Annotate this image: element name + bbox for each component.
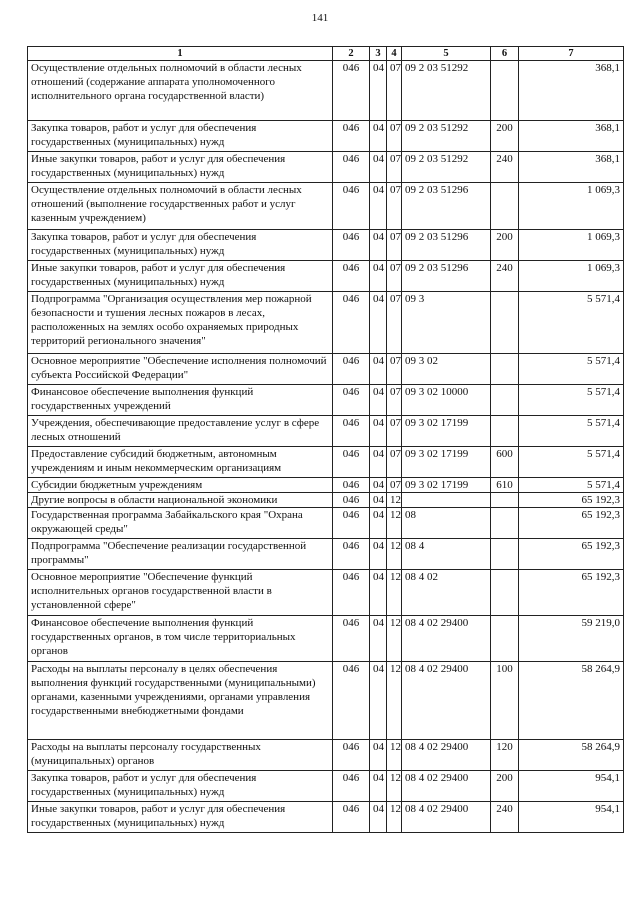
row-section: 04 xyxy=(370,740,387,771)
row-subsection: 07 xyxy=(387,230,402,261)
table-row xyxy=(28,354,624,385)
row-section: 04 xyxy=(370,771,387,802)
table-row xyxy=(28,802,624,833)
row-target-code: 08 4 02 29400 xyxy=(402,802,491,833)
row-section: 04 xyxy=(370,493,387,508)
row-amount: 1 069,3 xyxy=(519,261,624,292)
row-subsection: 07 xyxy=(387,183,402,230)
row-subsection: 07 xyxy=(387,261,402,292)
row-subsection: 07 xyxy=(387,61,402,121)
row-target-code: 08 4 02 29400 xyxy=(402,662,491,740)
table-row xyxy=(28,539,624,570)
row-expense-type: 240 xyxy=(491,802,519,833)
row-name: Расходы на выплаты персоналу в целях обеспечения выполнения функций государственными (муниципальными) органами, казенными учреждениями, органами управления государственными внебюджетными фондами xyxy=(28,662,333,740)
row-amount: 368,1 xyxy=(519,121,624,152)
row-subsection: 12 xyxy=(387,616,402,662)
page-number: 141 xyxy=(311,12,329,24)
row-amount: 58 264,9 xyxy=(519,740,624,771)
row-section: 04 xyxy=(370,354,387,385)
row-ministry-code: 046 xyxy=(333,771,370,802)
table-row xyxy=(28,385,624,416)
row-name: Иные закупки товаров, работ и услуг для обеспечения государственных (муниципальных) нужд xyxy=(28,152,333,183)
row-ministry-code: 046 xyxy=(333,447,370,478)
table-row xyxy=(28,508,624,539)
row-expense-type xyxy=(491,292,519,354)
row-name: Осуществление отдельных полномочий в области лесных отношений (содержание аппарата уполномоченного исполнительного органа государственной власти) xyxy=(28,61,333,121)
table-row xyxy=(28,230,624,261)
row-amount: 1 069,3 xyxy=(519,230,624,261)
row-expense-type: 100 xyxy=(491,662,519,740)
row-target-code: 09 3 02 17199 xyxy=(402,447,491,478)
row-target-code: 09 3 02 17199 xyxy=(402,478,491,493)
row-target-code: 09 2 03 51292 xyxy=(402,61,491,121)
row-subsection: 07 xyxy=(387,478,402,493)
row-expense-type xyxy=(491,493,519,508)
row-target-code: 08 4 02 xyxy=(402,570,491,616)
row-amount: 368,1 xyxy=(519,152,624,183)
row-amount: 5 571,4 xyxy=(519,354,624,385)
row-name: Основное мероприятие "Обеспечение исполнения полномочий субъекта Российской Федерации" xyxy=(28,354,333,385)
row-expense-type xyxy=(491,61,519,121)
row-target-code: 09 2 03 51296 xyxy=(402,261,491,292)
row-name: Другие вопросы в области национальной экономики xyxy=(28,493,333,508)
table-row xyxy=(28,478,624,493)
table-row xyxy=(28,152,624,183)
row-amount: 5 571,4 xyxy=(519,292,624,354)
row-name: Закупка товаров, работ и услуг для обеспечения государственных (муниципальных) нужд xyxy=(28,121,333,152)
row-expense-type: 240 xyxy=(491,261,519,292)
row-target-code: 09 2 03 51296 xyxy=(402,230,491,261)
row-amount: 65 192,3 xyxy=(519,493,624,508)
row-section: 04 xyxy=(370,183,387,230)
row-expense-type xyxy=(491,183,519,230)
row-ministry-code: 046 xyxy=(333,616,370,662)
row-target-code: 09 2 03 51296 xyxy=(402,183,491,230)
row-target-code: 08 4 02 29400 xyxy=(402,771,491,802)
table-row xyxy=(28,570,624,616)
row-target-code: 09 2 03 51292 xyxy=(402,152,491,183)
row-subsection: 07 xyxy=(387,385,402,416)
row-ministry-code: 046 xyxy=(333,152,370,183)
row-target-code: 09 3 02 17199 xyxy=(402,416,491,447)
row-expense-type xyxy=(491,570,519,616)
row-section: 04 xyxy=(370,152,387,183)
row-section: 04 xyxy=(370,230,387,261)
row-section: 04 xyxy=(370,539,387,570)
table-row xyxy=(28,740,624,771)
row-section: 04 xyxy=(370,802,387,833)
row-subsection: 12 xyxy=(387,493,402,508)
row-target-code: 09 2 03 51292 xyxy=(402,121,491,152)
row-amount: 65 192,3 xyxy=(519,539,624,570)
row-section: 04 xyxy=(370,385,387,416)
header-col-1: 1 xyxy=(28,47,333,61)
table-body xyxy=(28,61,624,833)
row-name: Расходы на выплаты персоналу государственных (муниципальных) органов xyxy=(28,740,333,771)
row-name: Предоставление субсидий бюджетным, автономным учреждениям и иным некоммерческим организациям xyxy=(28,447,333,478)
row-expense-type: 600 xyxy=(491,447,519,478)
row-name: Закупка товаров, работ и услуг для обеспечения государственных (муниципальных) нужд xyxy=(28,230,333,261)
row-expense-type: 200 xyxy=(491,121,519,152)
row-amount: 954,1 xyxy=(519,771,624,802)
row-target-code: 08 xyxy=(402,508,491,539)
row-subsection: 12 xyxy=(387,539,402,570)
row-amount: 65 192,3 xyxy=(519,508,624,539)
row-name: Иные закупки товаров, работ и услуг для обеспечения государственных (муниципальных) нужд xyxy=(28,802,333,833)
row-ministry-code: 046 xyxy=(333,493,370,508)
row-ministry-code: 046 xyxy=(333,230,370,261)
table-row xyxy=(28,447,624,478)
header-col-7: 7 xyxy=(519,47,624,61)
row-amount: 5 571,4 xyxy=(519,478,624,493)
row-expense-type: 200 xyxy=(491,230,519,261)
row-ministry-code: 046 xyxy=(333,385,370,416)
row-subsection: 12 xyxy=(387,802,402,833)
row-amount: 954,1 xyxy=(519,802,624,833)
row-subsection: 07 xyxy=(387,121,402,152)
row-subsection: 07 xyxy=(387,152,402,183)
row-ministry-code: 046 xyxy=(333,292,370,354)
row-subsection: 12 xyxy=(387,771,402,802)
row-expense-type: 610 xyxy=(491,478,519,493)
row-expense-type xyxy=(491,508,519,539)
header-row xyxy=(28,47,624,61)
row-section: 04 xyxy=(370,121,387,152)
row-section: 04 xyxy=(370,61,387,121)
row-ministry-code: 046 xyxy=(333,570,370,616)
row-ministry-code: 046 xyxy=(333,61,370,121)
header-col-6: 6 xyxy=(491,47,519,61)
table-row xyxy=(28,121,624,152)
header-col-2: 2 xyxy=(333,47,370,61)
row-expense-type xyxy=(491,616,519,662)
table-row xyxy=(28,416,624,447)
row-ministry-code: 046 xyxy=(333,478,370,493)
row-name: Подпрограмма "Организация осуществления мер пожарной безопасности и тушения лесных пожаров в лесах, расположенных на землях особо охраняемых природных территорий регионального значения" xyxy=(28,292,333,354)
header-col-4: 4 xyxy=(387,47,402,61)
row-ministry-code: 046 xyxy=(333,539,370,570)
row-ministry-code: 046 xyxy=(333,121,370,152)
table-header xyxy=(28,47,624,61)
row-section: 04 xyxy=(370,478,387,493)
row-expense-type xyxy=(491,385,519,416)
row-ministry-code: 046 xyxy=(333,354,370,385)
table-row xyxy=(28,183,624,230)
table-row xyxy=(28,292,624,354)
row-amount: 59 219,0 xyxy=(519,616,624,662)
budget-table xyxy=(27,46,624,833)
row-name: Субсидии бюджетным учреждениям xyxy=(28,478,333,493)
row-section: 04 xyxy=(370,416,387,447)
row-expense-type xyxy=(491,539,519,570)
row-subsection: 12 xyxy=(387,740,402,771)
row-expense-type xyxy=(491,416,519,447)
row-amount: 5 571,4 xyxy=(519,447,624,478)
row-name: Учреждения, обеспечивающие предоставление услуг в сфере лесных отношений xyxy=(28,416,333,447)
row-ministry-code: 046 xyxy=(333,508,370,539)
row-name: Иные закупки товаров, работ и услуг для обеспечения государственных (муниципальных) нужд xyxy=(28,261,333,292)
row-expense-type: 200 xyxy=(491,771,519,802)
table-row xyxy=(28,616,624,662)
row-target-code: 08 4 02 29400 xyxy=(402,616,491,662)
row-target-code xyxy=(402,493,491,508)
row-expense-type: 120 xyxy=(491,740,519,771)
row-amount: 5 571,4 xyxy=(519,416,624,447)
row-target-code: 09 3 02 xyxy=(402,354,491,385)
row-name: Государственная программа Забайкальского края "Охрана окружающей среды" xyxy=(28,508,333,539)
row-section: 04 xyxy=(370,447,387,478)
row-name: Подпрограмма "Обеспечение реализации государственной программы" xyxy=(28,539,333,570)
row-subsection: 07 xyxy=(387,416,402,447)
row-subsection: 07 xyxy=(387,447,402,478)
row-name: Основное мероприятие "Обеспечение функций исполнительных органов государственной власти в установленной сфере" xyxy=(28,570,333,616)
row-subsection: 12 xyxy=(387,570,402,616)
table-row xyxy=(28,61,624,121)
row-amount: 58 264,9 xyxy=(519,662,624,740)
row-ministry-code: 046 xyxy=(333,802,370,833)
row-name: Финансовое обеспечение выполнения функций государственных учреждений xyxy=(28,385,333,416)
row-target-code: 08 4 02 29400 xyxy=(402,740,491,771)
row-ministry-code: 046 xyxy=(333,261,370,292)
row-subsection: 12 xyxy=(387,662,402,740)
row-target-code: 09 3 xyxy=(402,292,491,354)
row-subsection: 07 xyxy=(387,354,402,385)
row-amount: 65 192,3 xyxy=(519,570,624,616)
table-row xyxy=(28,261,624,292)
row-ministry-code: 046 xyxy=(333,183,370,230)
row-target-code: 08 4 xyxy=(402,539,491,570)
row-section: 04 xyxy=(370,616,387,662)
row-expense-type xyxy=(491,354,519,385)
row-amount: 5 571,4 xyxy=(519,385,624,416)
header-col-3: 3 xyxy=(370,47,387,61)
row-ministry-code: 046 xyxy=(333,662,370,740)
row-section: 04 xyxy=(370,292,387,354)
row-ministry-code: 046 xyxy=(333,740,370,771)
row-section: 04 xyxy=(370,261,387,292)
table-row xyxy=(28,662,624,740)
row-expense-type: 240 xyxy=(491,152,519,183)
row-name: Закупка товаров, работ и услуг для обеспечения государственных (муниципальных) нужд xyxy=(28,771,333,802)
row-name: Финансовое обеспечение выполнения функций государственных органов, в том числе территориальных органов xyxy=(28,616,333,662)
row-subsection: 12 xyxy=(387,508,402,539)
row-section: 04 xyxy=(370,508,387,539)
row-amount: 368,1 xyxy=(519,61,624,121)
row-ministry-code: 046 xyxy=(333,416,370,447)
row-subsection: 07 xyxy=(387,292,402,354)
row-amount: 1 069,3 xyxy=(519,183,624,230)
table-row xyxy=(28,771,624,802)
table-row xyxy=(28,493,624,508)
header-col-5: 5 xyxy=(402,47,491,61)
row-section: 04 xyxy=(370,662,387,740)
row-section: 04 xyxy=(370,570,387,616)
row-target-code: 09 3 02 10000 xyxy=(402,385,491,416)
row-name: Осуществление отдельных полномочий в области лесных отношений (выполнение государственных работ и услуг казенным учреждением) xyxy=(28,183,333,230)
